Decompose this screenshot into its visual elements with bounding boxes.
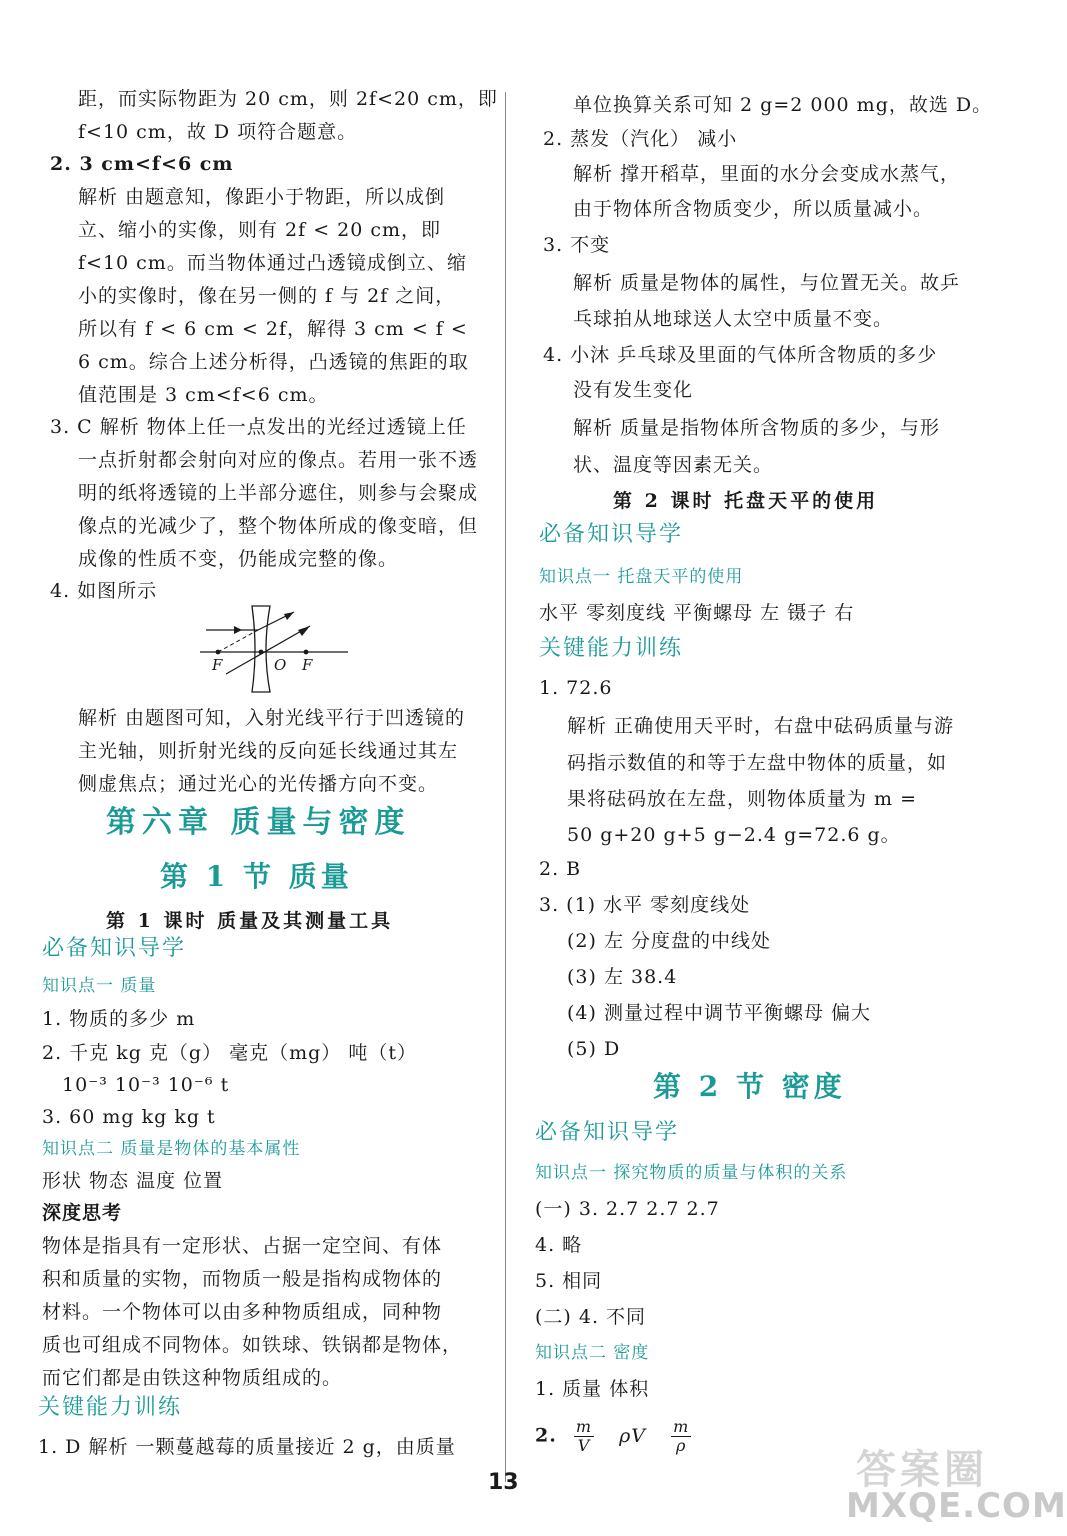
right-line: 知识点一 探究物质的质量与体积的关系 xyxy=(535,1163,848,1183)
fraction-m-over-v: $\frac{m}{V}$ xyxy=(575,1417,593,1455)
watermark-chinese: 答案圈 xyxy=(856,1447,988,1493)
right-line: 果将砝码放在左盘，则物体质量为 m = xyxy=(567,788,918,810)
left-line: 一点折射都会射向对应的像点。若用一张不透 xyxy=(78,449,479,471)
density-formula-line xyxy=(535,1418,691,1455)
right-line: 乓球拍从地球送人太空中质量不变。 xyxy=(573,308,894,330)
left-line: 质也可组成不同物体。如铁球、铁锅都是物体， xyxy=(42,1334,463,1356)
right-line: (4) 测量过程中调节平衡螺母 偏大 xyxy=(567,1002,871,1024)
left-line: 形状 物态 温度 位置 xyxy=(42,1170,224,1192)
left-line: 第六章 质量与密度 xyxy=(106,805,411,840)
left-line: 2. 3 cm<f<6 cm xyxy=(50,153,234,175)
left-line: 知识点二 质量是物体的基本属性 xyxy=(42,1139,301,1159)
left-line: 小的实像时，像在另一侧的 f 与 2f 之间， xyxy=(78,285,456,307)
watermark-url: MXQE.COM xyxy=(846,1486,1067,1526)
formula-rho-v: ρV xyxy=(619,1424,647,1447)
left-line: 知识点一 质量 xyxy=(42,976,157,996)
right-line: 1. 72.6 xyxy=(539,677,613,699)
left-line: 距，而实际物距为 20 cm，则 2f<20 cm，即 xyxy=(78,88,498,110)
right-line: 第 2 课时 托盘天平的使用 xyxy=(613,490,879,512)
right-line: 4. 小沐 乒乓球及里面的气体所含物质的多少 xyxy=(543,344,938,366)
focus-left-label: F xyxy=(212,656,223,674)
right-line: 关键能力训练 xyxy=(539,636,684,661)
left-line: 第 1 课时 质量及其测量工具 xyxy=(106,910,394,932)
left-line: f<10 cm。而当物体通过凸透镜成倒立、缩 xyxy=(78,252,467,274)
left-line: 像点的光减少了，整个物体所成的像变暗，但 xyxy=(78,515,479,537)
right-line: 码指示数值的和等于左盘中物体的质量，如 xyxy=(567,752,948,774)
right-line: 水平 零刻度线 平衡螺母 左 镊子 右 xyxy=(539,602,855,624)
right-line: 解析 撑开稻草，里面的水分会变成水蒸气， xyxy=(573,163,961,185)
right-line: 3. (1) 水平 零刻度线处 xyxy=(539,894,751,916)
left-line: 所以有 f < 6 cm < 2f，解得 3 cm < f < xyxy=(78,318,468,340)
right-line: 知识点二 密度 xyxy=(535,1343,650,1363)
column-divider xyxy=(505,92,506,1482)
left-line: 值范围是 3 cm<f<6 cm。 xyxy=(78,384,329,406)
right-line: 第 2 节 密度 xyxy=(653,1070,846,1103)
left-line: 明的纸将透镜的上半部分遮住，则参与会聚成 xyxy=(78,482,479,504)
right-line: 4. 略 xyxy=(535,1234,583,1256)
page-number: 13 xyxy=(488,1470,519,1495)
left-line: 3. C 解析 物体上任一点发出的光经过透镜上任 xyxy=(50,416,467,438)
left-line: 第 1 节 质量 xyxy=(160,860,353,893)
left-line: 1. 物质的多少 m xyxy=(42,1008,196,1030)
left-line: 10⁻³ 10⁻³ 10⁻⁶ t xyxy=(62,1074,230,1096)
right-line: 必备知识导学 xyxy=(539,522,684,547)
right-line: 由于物体所含物质变少，所以质量减小。 xyxy=(573,198,934,220)
right-line: (5) D xyxy=(567,1038,621,1060)
right-line: 2. B xyxy=(539,858,582,880)
right-line: 1. 质量 体积 xyxy=(535,1378,650,1400)
left-line: 积和质量的实物，而物质一般是指构成物体的 xyxy=(42,1268,443,1290)
right-line: 50 g+20 g+5 g−2.4 g=72.6 g。 xyxy=(567,824,901,846)
left-line: 而它们都是由铁这种物质组成的。 xyxy=(42,1367,343,1389)
optical-center-label: O xyxy=(274,656,287,674)
left-line: 物体是指具有一定形状、占据一定空间、有体 xyxy=(42,1235,443,1257)
left-line: 6 cm。综合上述分析得，凸透镜的焦距的取 xyxy=(78,351,469,373)
left-line: 解析 由题图可知，入射光线平行于凹透镜的 xyxy=(78,707,466,729)
right-line: 状、温度等因素无关。 xyxy=(573,454,774,476)
left-line: 4. 如图所示 xyxy=(50,580,158,602)
right-line: (一) 3. 2.7 2.7 2.7 xyxy=(535,1198,720,1220)
concave-lens-diagram xyxy=(200,604,360,694)
focus-right-label: F xyxy=(302,656,313,674)
left-line: 关键能力训练 xyxy=(38,1395,183,1420)
left-line: 3. 60 mg kg kg t xyxy=(42,1106,216,1128)
right-line: 解析 正确使用天平时，右盘中砝码质量与游 xyxy=(567,715,955,737)
left-line: 2. 千克 kg 克（g） 毫克（mg） 吨（t） xyxy=(42,1042,417,1064)
left-line: 深度思考 xyxy=(42,1202,123,1224)
left-line: 必备知识导学 xyxy=(42,936,187,961)
left-line: f<10 cm，故 D 项符合题意。 xyxy=(78,121,358,143)
left-line: 成像的性质不变，仍能成完整的像。 xyxy=(78,548,399,570)
watermark-logo xyxy=(840,1436,1067,1528)
left-line: 材料。一个物体可以由多种物质组成，同种物 xyxy=(42,1301,443,1323)
left-line: 1. D 解析 一颗蔓越莓的质量接近 2 g，由质量 xyxy=(38,1436,456,1458)
right-line: 3. 不变 xyxy=(543,234,611,256)
right-line: 5. 相同 xyxy=(535,1270,603,1292)
left-line: 立、缩小的实像，则有 2f < 20 cm，即 xyxy=(78,219,442,241)
fraction-m-over-rho: $\frac{m}{\rho}$ xyxy=(673,1417,690,1455)
right-line: 没有发生变化 xyxy=(573,379,694,401)
right-line: 解析 质量是指物体所含物质的多少，与形 xyxy=(573,417,941,439)
right-line: (3) 左 38.4 xyxy=(567,966,678,988)
left-line: 侧虚焦点；通过光心的光传播方向不变。 xyxy=(78,773,439,795)
right-line: (2) 左 分度盘的中线处 xyxy=(567,930,771,952)
right-line: 单位换算关系可知 2 g=2 000 mg，故选 D。 xyxy=(573,94,993,116)
right-line: (二) 4. 不同 xyxy=(535,1306,647,1328)
left-line: 解析 由题意知，像距小于物距，所以成倒 xyxy=(78,186,446,208)
formula-label: 2. xyxy=(535,1424,557,1447)
right-line: 必备知识导学 xyxy=(535,1120,680,1145)
left-line: 主光轴，则折射光线的反向延长线通过其左 xyxy=(78,740,459,762)
right-line: 2. 蒸发（汽化） 减小 xyxy=(543,128,738,150)
right-line: 解析 质量是物体的属性，与位置无关。故乒 xyxy=(573,272,961,294)
right-line: 知识点一 托盘天平的使用 xyxy=(539,567,744,587)
